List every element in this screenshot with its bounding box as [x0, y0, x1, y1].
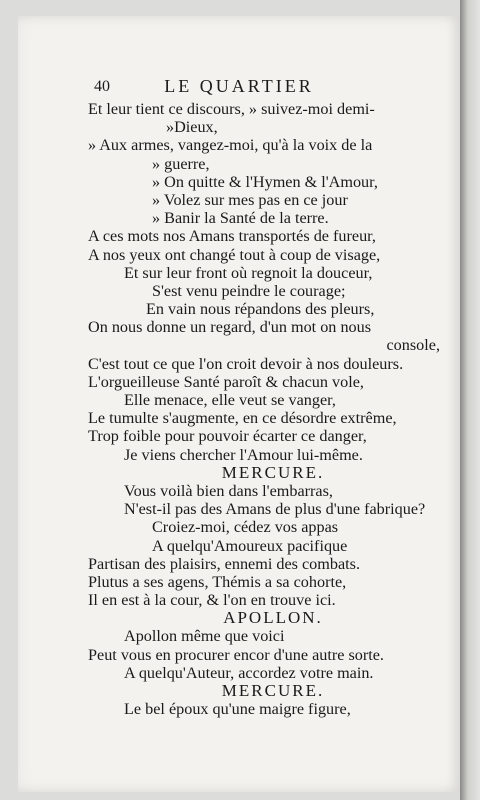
- text-line: Elle menace, elle veut se vanger,: [124, 391, 336, 409]
- text-line: Il en est à la cour, & l'on en trouve ici.: [88, 591, 336, 610]
- book-edge: [460, 0, 480, 800]
- text-line: A nos yeux ont changé tout à coup de visage,: [88, 245, 381, 264]
- text-line: Apollon même que voici: [124, 627, 285, 646]
- text-line: Vous voilà bien dans l'embarras,: [124, 481, 333, 500]
- text-line: L'orgueilleuse Santé paroît & chacun vole,: [88, 372, 364, 391]
- page-header: [18, 78, 460, 102]
- text-line: Je viens chercher l'Amour lui-même.: [124, 445, 363, 464]
- speaker-heading: APOLLON.: [223, 609, 323, 628]
- text-line: Plutus a ses agens, Thémis a sa cohorte,: [88, 572, 347, 591]
- text-line: » Volez sur mes pas en ce jour: [152, 190, 348, 209]
- text-line: Le tumulte s'augmente, en ce désordre extrême,: [88, 409, 397, 428]
- text-line: » On quitte & l'Hymen & l'Amour,: [152, 172, 378, 191]
- running-head: LE QUARTIER: [164, 76, 314, 96]
- text-line: On nous donne un regard, d'un mot on nous: [88, 318, 372, 337]
- speaker-heading: MERCURE.: [221, 463, 325, 482]
- text-line: Croiez-moi, cédez vos appas: [152, 518, 339, 537]
- text-line: » Aux armes, vangez-moi, qu'à la voix de la: [88, 136, 373, 155]
- text-line: C'est tout ce que l'on croit devoir à nos douleurs.: [88, 354, 404, 373]
- text-line: » Banir la Santé de la terre.: [152, 209, 329, 228]
- text-line: En vain nous répandons des pleurs,: [146, 300, 375, 319]
- text-line: Peut vous en procurer encor d'une autre sorte.: [88, 645, 384, 664]
- text-line: N'est-il pas des Amans de plus d'une fabrique?: [124, 500, 426, 519]
- text-line: Le bel époux qu'une maigre figure,: [124, 700, 351, 719]
- text-line: » guerre,: [152, 154, 210, 173]
- book-page: [18, 16, 460, 792]
- speaker-heading: MERCURE.: [221, 682, 325, 700]
- text-line: A quelqu'Amoureux pacifique: [152, 536, 348, 555]
- text-line: S'est venu peindre le courage;: [152, 281, 346, 300]
- text-line: Et sur leur front où regnoit la douceur,: [124, 263, 373, 282]
- text-line: Partisan des plaisirs, ennemi des combats.: [88, 554, 360, 573]
- text-line: A quelqu'Auteur, accordez votre main.: [124, 663, 374, 682]
- text-line: Et leur tient ce discours, » suivez-moi demi-: [88, 100, 375, 118]
- text-line: console,: [386, 336, 440, 355]
- text-line: A ces mots nos Amans transportés de fureur,: [88, 227, 376, 246]
- text-line: Trop foible pour pouvoir écarter ce danger,: [88, 427, 367, 446]
- page-number: 40: [94, 78, 110, 95]
- verse-text: [88, 100, 458, 718]
- text-line: »Dieux,: [166, 118, 218, 137]
